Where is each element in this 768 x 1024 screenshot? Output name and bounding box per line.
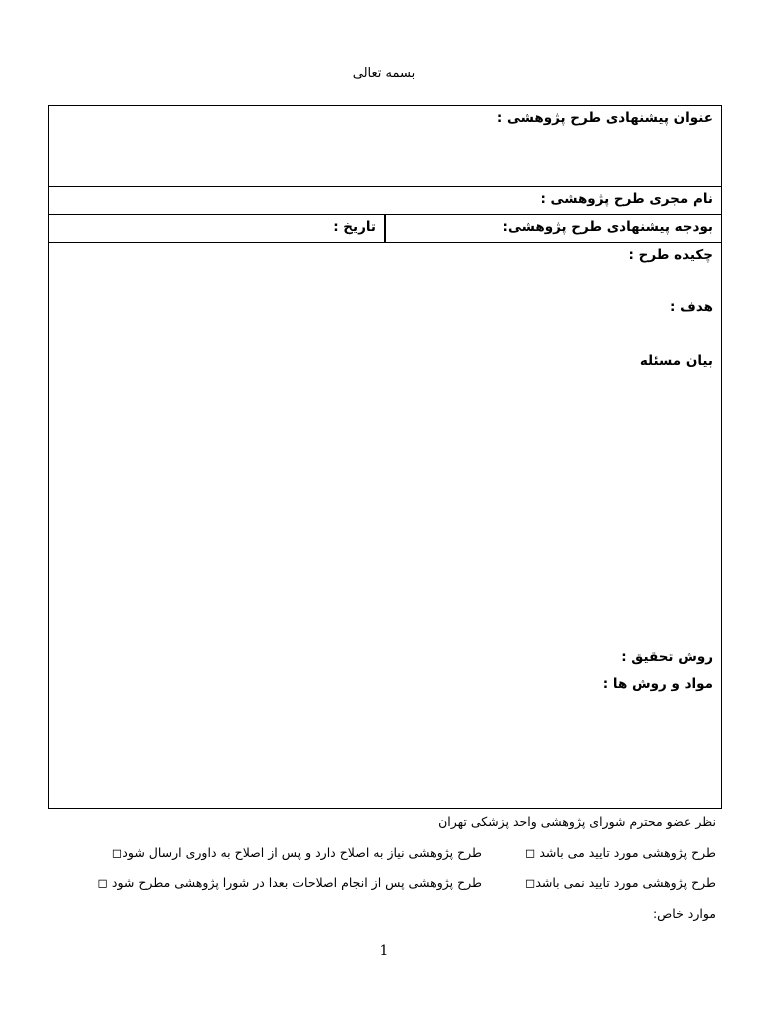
page-number: 1 <box>379 943 389 959</box>
research-method-label: روش تحقیق : <box>621 649 713 665</box>
row-proposal-body <box>49 243 721 808</box>
problem-statement-label: بیان مسئله <box>639 353 713 369</box>
special-cases-label: موارد خاص: <box>652 906 716 921</box>
executor-name-label: نام مجری طرح پژوهشی : <box>540 191 713 207</box>
row-executor-name <box>49 187 721 215</box>
goal-label: هدف : <box>670 299 713 315</box>
proposal-form-table <box>48 105 722 809</box>
row-proposal-title <box>49 106 721 187</box>
budget-date-divider <box>384 215 386 242</box>
option-approved[interactable]: طرح پژوهشی مورد تایید می باشد ◻ <box>525 845 716 860</box>
abstract-label: چکیده طرح : <box>628 247 713 263</box>
option-council-review[interactable]: طرح پژوهشی پس از انجام اصلاحات بعدا در شورا پژوهشی مطرح شود ◻ <box>97 875 482 890</box>
materials-methods-label: مواد و روش ها : <box>602 676 713 692</box>
proposal-title-label: عنوان پیشنهادی طرح پژوهشی : <box>496 110 713 126</box>
page-header-title: بسمه تعالی <box>352 66 416 81</box>
option-needs-revision[interactable]: طرح پژوهشی نیاز به اصلاح دارد و پس از اصلاح به داوری ارسال شود◻ <box>111 845 482 860</box>
option-not-approved[interactable]: طرح پژوهشی مورد تایید نمی باشد◻ <box>524 875 716 890</box>
date-label: تاریخ : <box>333 219 376 235</box>
row-budget-date <box>49 215 721 243</box>
budget-label: بودجه پیشنهادی طرح پژوهشی: <box>502 219 713 235</box>
review-heading: نظر عضو محترم شورای پژوهشی واحد پزشکی تهران <box>438 814 716 829</box>
